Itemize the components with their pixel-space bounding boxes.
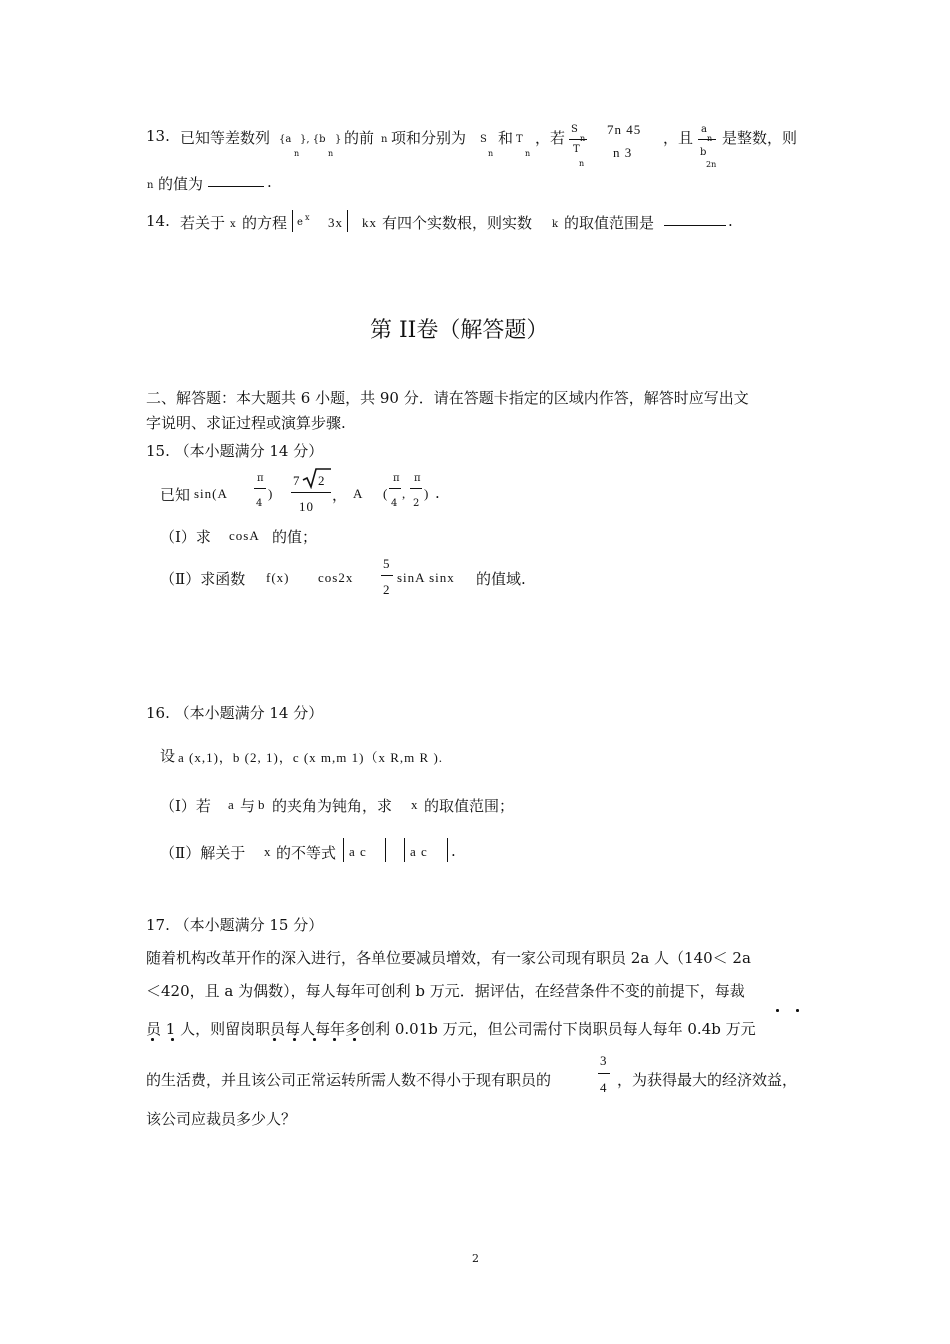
q13-number: 13. xyxy=(146,127,170,145)
q13-seq-a: {a xyxy=(279,134,292,145)
q17-line-3: 员 1 人，则留岗职员每人每年多创利 0.01b 万元，但公司需付下岗职员每人每年 0.4b 万元 xyxy=(146,1020,756,1038)
fraction-bar xyxy=(291,492,331,493)
abs-bar-left xyxy=(292,210,293,232)
abs-bar xyxy=(385,838,386,862)
intro-line-2: 字说明、求证过程或演算步骤. xyxy=(146,414,346,432)
q13-rhs-den: n 3 xyxy=(613,145,633,160)
q13-frac-S: S xyxy=(571,124,578,135)
fraction-bar xyxy=(389,488,401,489)
q17-line-4: 的生活费，并且该公司正常运转所需人数不得小于现有职员的 xyxy=(146,1071,552,1089)
sqrt-symbol xyxy=(302,467,332,489)
fraction-bar xyxy=(410,488,422,489)
q17-line-2: ＜420，且 a 为偶数），每人每年可创利 b 万元．据评估，在经营条件不变的前提下，每裁 xyxy=(146,982,745,1000)
q17-heading: 17. （本小题满分 15 分） xyxy=(146,916,324,934)
q17-line-1: 随着机构改革开作的深入进行，各单位要减员增效，有一家公司现有职员 2a 人（140＜ 2a xyxy=(146,949,751,967)
fraction-bar xyxy=(598,1073,610,1074)
emphasis-dot xyxy=(171,1038,174,1041)
intro-line-1: 二、解答题：本大题共 6 小题，共 90 分．请在答题卡指定的区域内作答，解答时应写出文 xyxy=(146,389,749,407)
fraction-bar xyxy=(254,488,266,489)
q15-heading: 15. （本小题满分 14 分） xyxy=(146,442,324,460)
answer-blank-14[interactable] xyxy=(664,212,726,230)
q16-heading: 16. （本小题满分 14 分） xyxy=(146,704,324,722)
q13-frac-T: T xyxy=(573,144,580,155)
emphasis-dot xyxy=(313,1038,316,1041)
page-number: 2 xyxy=(472,1252,479,1265)
emphasis-dot xyxy=(293,1038,296,1041)
emphasis-dot xyxy=(273,1038,276,1041)
abs-bar xyxy=(343,838,344,862)
answer-blank-13[interactable] xyxy=(208,173,264,191)
q13-b-den: b xyxy=(700,147,707,158)
fraction-bar xyxy=(381,575,393,576)
abs-bar xyxy=(404,838,405,862)
emphasis-dot xyxy=(776,1009,779,1012)
q13-a-num: a xyxy=(701,124,707,135)
abs-bar xyxy=(447,838,448,862)
q13-rhs-num: 7n 45 xyxy=(607,122,642,137)
q13-text: 已知等差数列 xyxy=(180,129,271,147)
fraction-bar xyxy=(569,139,587,140)
emphasis-dot xyxy=(796,1009,799,1012)
q17-line-5: 该公司应裁员多少人？ xyxy=(146,1110,297,1128)
q14-number: 14. xyxy=(146,212,170,230)
section-title: 第 II卷（解答题） xyxy=(370,318,549,343)
emphasis-dot xyxy=(333,1038,336,1041)
q13-seq-b: }, {b xyxy=(300,134,326,145)
emphasis-dot xyxy=(151,1038,154,1041)
emphasis-dot xyxy=(353,1038,356,1041)
abs-bar-right xyxy=(347,210,348,232)
fraction-bar xyxy=(698,139,716,140)
